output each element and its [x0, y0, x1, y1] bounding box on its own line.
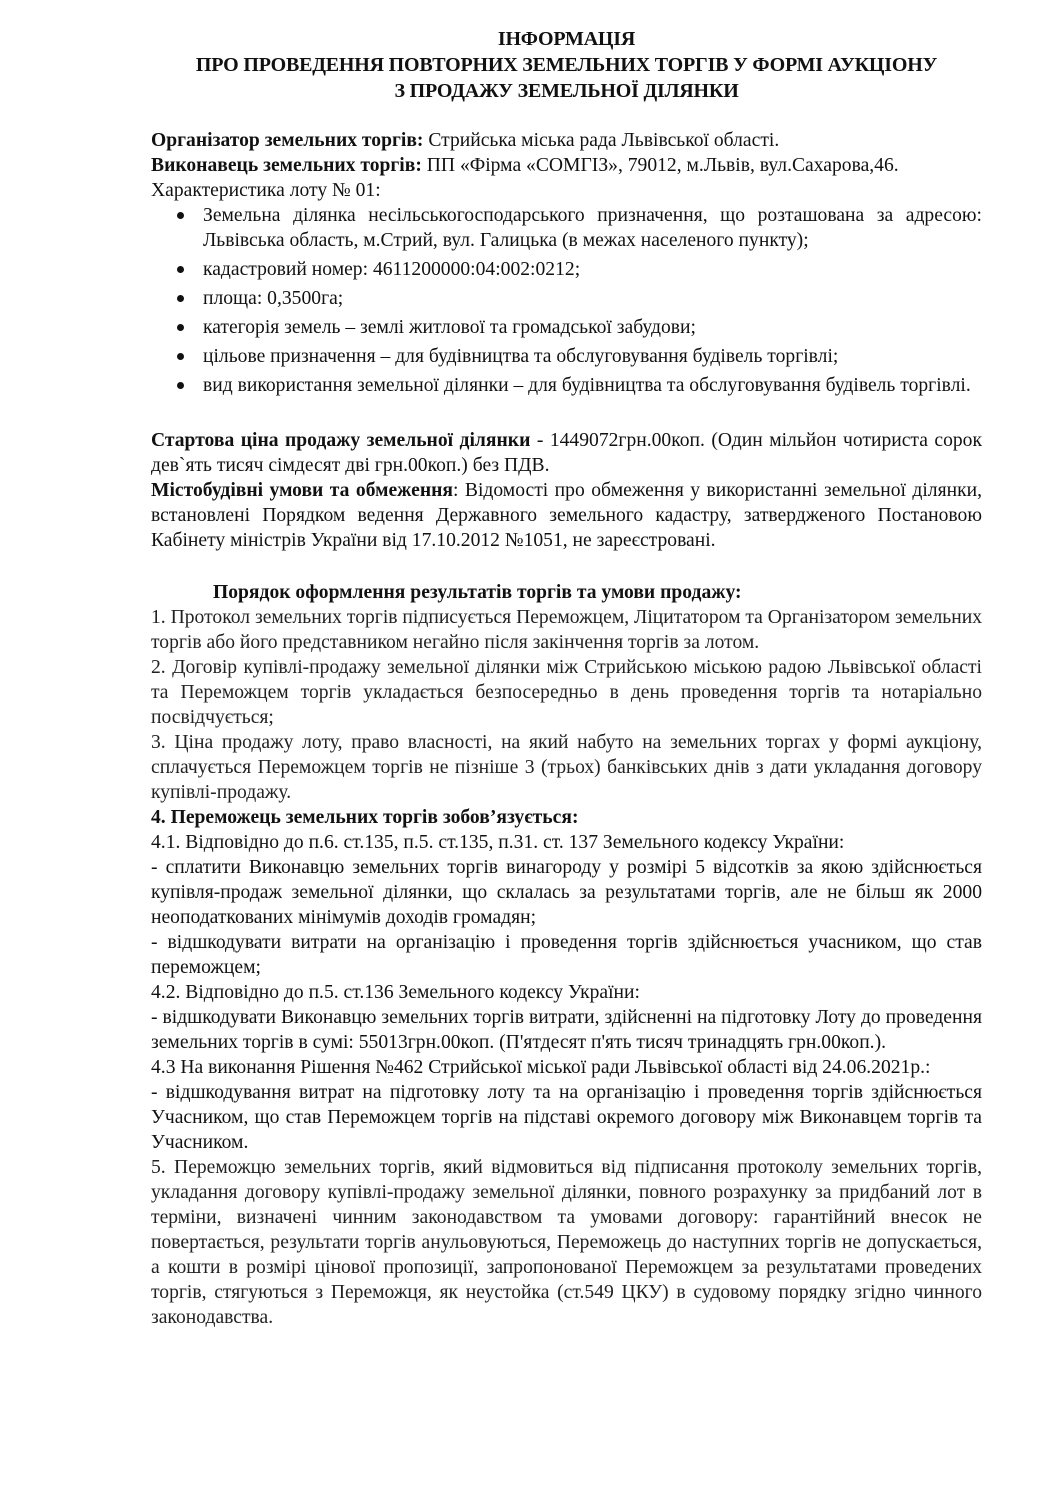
organizer-label: Організатор земельних торгів:: [151, 130, 424, 151]
procedure-item-1: 1. Протокол земельних торгів підписується Переможцем, Ліцитатором та Організатором земельних торгів або його представником негайно після закінчення торгів за лотом.: [151, 607, 982, 653]
urban-conditions-label: Містобудівні умови та обмеження: [151, 480, 453, 501]
procedure-item-5: 5. Переможцю земельних торгів, який відмовиться від підписання протоколу земельних торгів, укладання договору купівлі-продажу земельної ділянки, повного розрахунку за придбаний лот в терміни, визначені чинним законодавством та умовами договору: гарантійний внесок не повертається, результати торгів анульовуються, Переможець до наступних торгів не допускається, а кошти в розмірі цінової пропозиції, запропонованої Переможцем за результатами проведених торгів, стягуються з Переможця, як неустойка (ст.549 ЦКУ) в судовому порядку згідно чинного законодавства.: [151, 1157, 982, 1328]
lot-heading: Характеристика лоту № 01:: [151, 180, 381, 201]
list-item: площа: 0,3500га;: [203, 286, 982, 311]
bullet-icon: [177, 212, 184, 219]
item-4-1-a: - сплатити Виконавцю земельних торгів винагороду у розмірі 5 відсотків за якою здійснюється купівля-продаж земельної ділянки, що склалась за результатами торгів, але не більш як 2000 неоподаткованих мінімумів доходів громадян;: [151, 857, 982, 928]
bullet-icon: [177, 382, 184, 389]
start-price-paragraph: [151, 428, 982, 478]
executor-label: Виконавець земельних торгів:: [151, 155, 422, 176]
item-4-1-b: - відшкодувати витрати на організацію і проведення торгів здійснюється учасником, що став переможцем;: [151, 932, 982, 978]
document-page: [151, 26, 982, 1330]
item-4-1: 4.1. Відповідно до п.6. ст.135, п.5. ст.135, п.31. ст. 137 Земельного кодексу України:: [151, 832, 845, 853]
organizer-line: [151, 128, 982, 153]
title-line-1: ІНФОРМАЦІЯ: [497, 28, 636, 50]
item-4-3: 4.3 На виконання Рішення №462 Стрийської міської ради Львівської області від 24.06.2021р.:: [151, 1057, 931, 1078]
start-price-label: Стартова ціна продажу земельної ділянки: [151, 430, 531, 451]
urban-conditions-paragraph: [151, 478, 982, 553]
bullet-icon: [177, 295, 184, 302]
list-item: категорія земель – землі житлової та громадської забудови;: [203, 315, 982, 340]
procedure-item-4-heading: 4. Переможець земельних торгів зобов’язується:: [151, 807, 579, 828]
bullet-icon: [177, 324, 184, 331]
list-item: кадастровий номер: 4611200000:04:002:0212;: [203, 257, 982, 282]
list-item: вид використання земельної ділянки – для будівництва та обслуговування будівель торгівлі.: [203, 373, 982, 398]
bullet-icon: [177, 266, 184, 273]
executor-value: ПП «Фірма «СОМГІЗ», 79012, м.Львів, вул.Сахарова,46.: [421, 155, 899, 176]
bullet-icon: [177, 353, 184, 360]
procedure-item-3: 3. Ціна продажу лоту, право власності, на який набуто на земельних торгах у формі аукціону, сплачується Переможцем торгів не пізніше 3 (трьох) банківських днів з дати укладання договору купівлі-продажу.: [151, 732, 982, 803]
organizer-value: Стрийська міська рада Львівської області.: [423, 130, 780, 151]
list-item: Земельна ділянка несільськогосподарського призначення, що розташована за адресою: Львівська область, м.Стрий, вул. Галицька (в межах населеного пункту);: [203, 203, 982, 253]
list-item: цільове призначення – для будівництва та обслуговування будівель торгівлі;: [203, 344, 982, 369]
title-line-3: З ПРОДАЖУ ЗЕМЕЛЬНОЇ ДІЛЯНКИ: [394, 80, 739, 102]
item-4-2-a: - відшкодувати Виконавцю земельних торгів витрати, здійсненні на підготовку Лоту до проведення земельних торгів в сумі: 55013грн.00коп. (П'ятдесят п'ять тисяч тринадцять грн.00коп.).: [151, 1007, 982, 1053]
item-4-3-a: - відшкодування витрат на підготовку лоту та на організацію і проведення торгів здійснюється Учасником, що став Переможцем торгів на підставі окремого договору між Виконавцем торгів та Учасником.: [151, 1082, 982, 1153]
start-price-value: - 1449072грн.00коп. (Один мільйон чотириста сорок дев`ять тисяч сімдесят дві грн.00коп.) без ПДВ.: [151, 430, 982, 476]
procedure-item-2: 2. Договір купівлі-продажу земельної ділянки між Стрийською міською радою Львівської області та Переможцем торгів укладається безпосередньо в день проведення торгів та нотаріально посвідчується;: [151, 657, 982, 728]
procedure-heading: Порядок оформлення результатів торгів та умови продажу:: [213, 582, 742, 603]
title-line-2: ПРО ПРОВЕДЕННЯ ПОВТОРНИХ ЗЕМЕЛЬНИХ ТОРГІВ У ФОРМІ АУКЦІОНУ: [195, 54, 938, 76]
document-title: [151, 26, 982, 104]
urban-conditions-value: : Відомості про обмеження у використанні земельної ділянки, встановлені Порядком ведення Державного земельного кадастру, затвердженого Постановою Кабінету міністрів України від 17.10.2012 №1051, не зареєстровані.: [151, 480, 982, 551]
lot-characteristics-list: [151, 203, 982, 398]
item-4-2: 4.2. Відповідно до п.5. ст.136 Земельного кодексу України:: [151, 982, 640, 1003]
executor-line: [151, 153, 982, 178]
